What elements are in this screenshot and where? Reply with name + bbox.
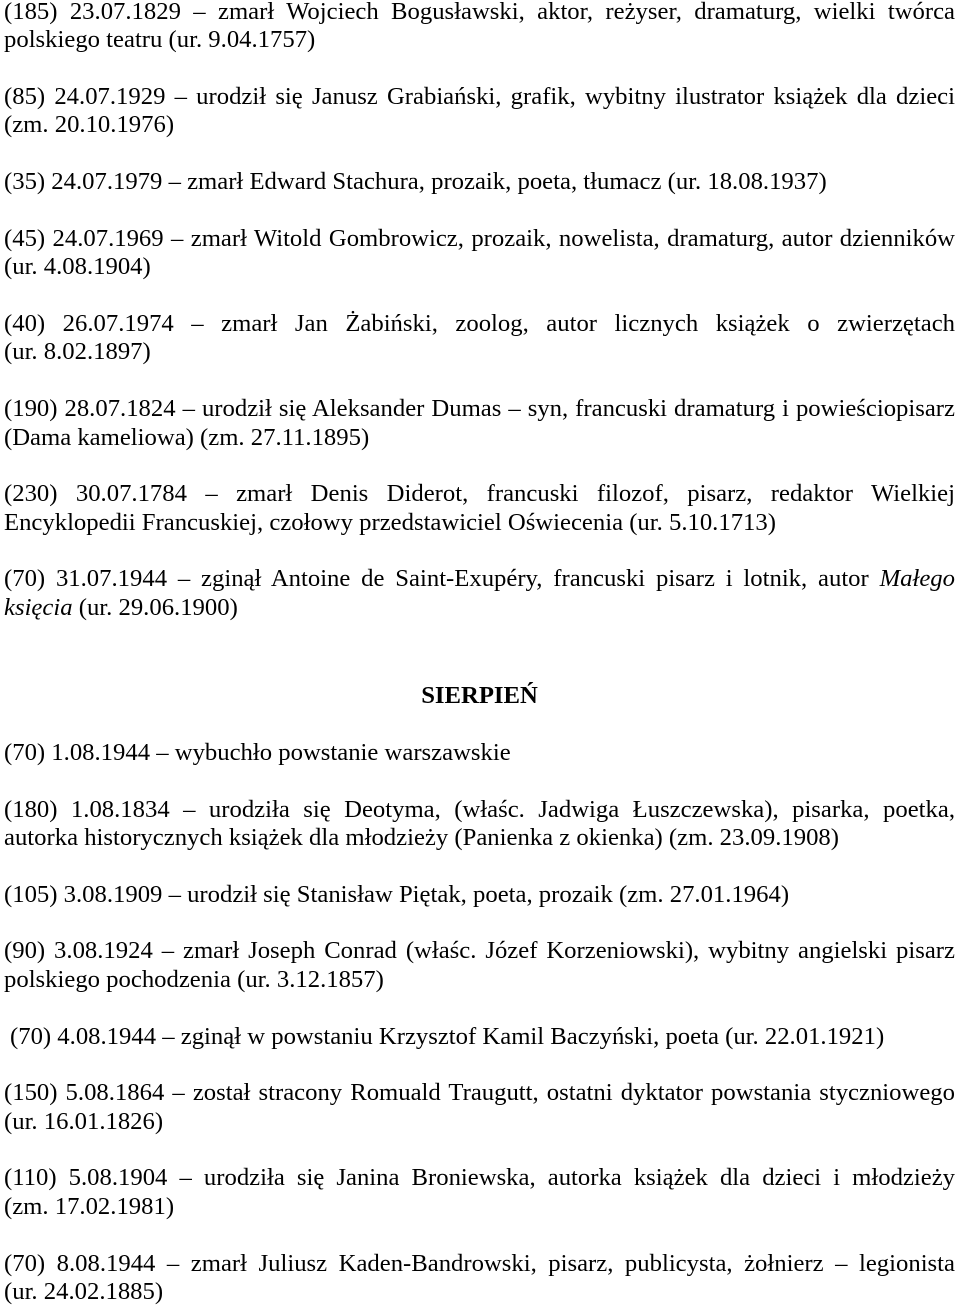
entry-line: (ur. 4.08.1904) xyxy=(4,253,151,281)
entry-line: autorka historycznych książek dla młodzieży (Panienka z okienka) (zm. 23.09.1908) xyxy=(4,823,839,851)
entry-line: (40) 26.07.1974 – zmarł Jan Żabiński, zoolog, autor licznych książek o zwierzętach xyxy=(4,310,955,338)
entry-line: (Dama kameliowa) (zm. 27.11.1895) xyxy=(4,423,370,451)
anniversary-entry xyxy=(4,937,955,994)
entry-line: (70) 8.08.1944 – zmarł Juliusz Kaden-Bandrowski, pisarz, publicysta, żołnierz – legionista xyxy=(4,1249,955,1277)
entry-line: polskiego teatru (ur. 9.04.1757) xyxy=(4,26,316,54)
entry-line: (ur. 16.01.1826) xyxy=(4,1107,164,1135)
entry-text: (ur. 29.06.1900) xyxy=(72,593,238,621)
anniversary-entry xyxy=(4,565,955,622)
entry-line: (ur. 24.02.1885) xyxy=(4,1277,164,1305)
entry-line: (180) 1.08.1834 – urodziła się Deotyma, (właśc. Jadwiga Łuszczewska), pisarka, poetka, xyxy=(4,795,955,823)
entry-text: (70) 31.07.1944 – zginął Antoine de Saint-Exupéry, francuski pisarz i lotnik, autor xyxy=(4,565,880,593)
entry-line: (230) 30.07.1784 – zmarł Denis Diderot, francuski filozof, pisarz, redaktor Wielkiej xyxy=(4,480,955,508)
entry-line: (105) 3.08.1909 – urodził się Stanisław Piętak, poeta, prozaik (zm. 27.01.1964) xyxy=(4,880,790,908)
entry-line: (ur. 8.02.1897) xyxy=(4,338,151,366)
anniversary-entry xyxy=(4,1250,955,1307)
entry-line: polskiego pochodzenia (ur. 3.12.1857) xyxy=(4,965,384,993)
entry-line: (70) 1.08.1944 – wybuchło powstanie warszawskie xyxy=(4,738,511,766)
anniversary-entry xyxy=(4,225,955,282)
anniversary-entry xyxy=(4,739,955,767)
entry-line xyxy=(4,565,955,593)
anniversary-entry xyxy=(4,480,955,537)
entry-line: (190) 28.07.1824 – urodził się Aleksander Dumas – syn, francuski dramaturg i powieściopisarz xyxy=(4,395,955,423)
document-page xyxy=(4,0,955,1306)
entry-line: Encyklopedii Francuskiej, czołowy przedstawiciel Oświecenia (ur. 5.10.1713) xyxy=(4,508,776,536)
entry-line: (90) 3.08.1924 – zmarł Joseph Conrad (właśc. Józef Korzeniowski), wybitny angielski pisarz xyxy=(4,937,955,965)
anniversary-entry xyxy=(4,395,955,452)
entry-line: (45) 24.07.1969 – zmarł Witold Gombrowicz, prozaik, nowelista, dramaturg, autor dzienników xyxy=(4,224,955,252)
anniversary-entry xyxy=(4,83,955,140)
anniversary-entry xyxy=(4,881,955,909)
july-section xyxy=(4,0,955,622)
entry-line: (185) 23.07.1829 – zmarł Wojciech Bogusławski, aktor, reżyser, dramaturg, wielki twórca xyxy=(4,0,955,25)
book-title-italic: księcia xyxy=(4,593,73,621)
book-title-italic: Małego xyxy=(879,565,955,593)
entry-line: (150) 5.08.1864 – został stracony Romuald Traugutt, ostatni dyktator powstania styczniowego xyxy=(4,1079,955,1107)
anniversary-entry xyxy=(4,1164,955,1221)
entry-line: (70) 4.08.1944 – zginął w powstaniu Krzysztof Kamil Baczyński, poeta (ur. 22.01.1921) xyxy=(10,1022,885,1050)
month-heading: SIERPIEŃ xyxy=(421,682,538,710)
entry-line: (zm. 17.02.1981) xyxy=(4,1192,175,1220)
entry-line xyxy=(4,594,955,622)
anniversary-entry xyxy=(4,168,955,196)
entry-line: (110) 5.08.1904 – urodziła się Janina Broniewska, autorka książek dla dzieci i młodzieży xyxy=(4,1164,955,1192)
entry-line: (85) 24.07.1929 – urodził się Janusz Grabiański, grafik, wybitny ilustrator książek dla dzieci xyxy=(4,83,955,111)
august-section xyxy=(4,739,955,1306)
entry-line: (zm. 20.10.1976) xyxy=(4,111,175,139)
anniversary-entry xyxy=(4,1079,955,1136)
anniversary-entry xyxy=(4,310,955,367)
anniversary-entry xyxy=(4,1023,955,1051)
entry-line: (35) 24.07.1979 – zmarł Edward Stachura, prozaik, poeta, tłumacz (ur. 18.08.1937) xyxy=(4,168,827,196)
anniversary-entry xyxy=(4,796,955,853)
anniversary-entry xyxy=(4,0,955,55)
